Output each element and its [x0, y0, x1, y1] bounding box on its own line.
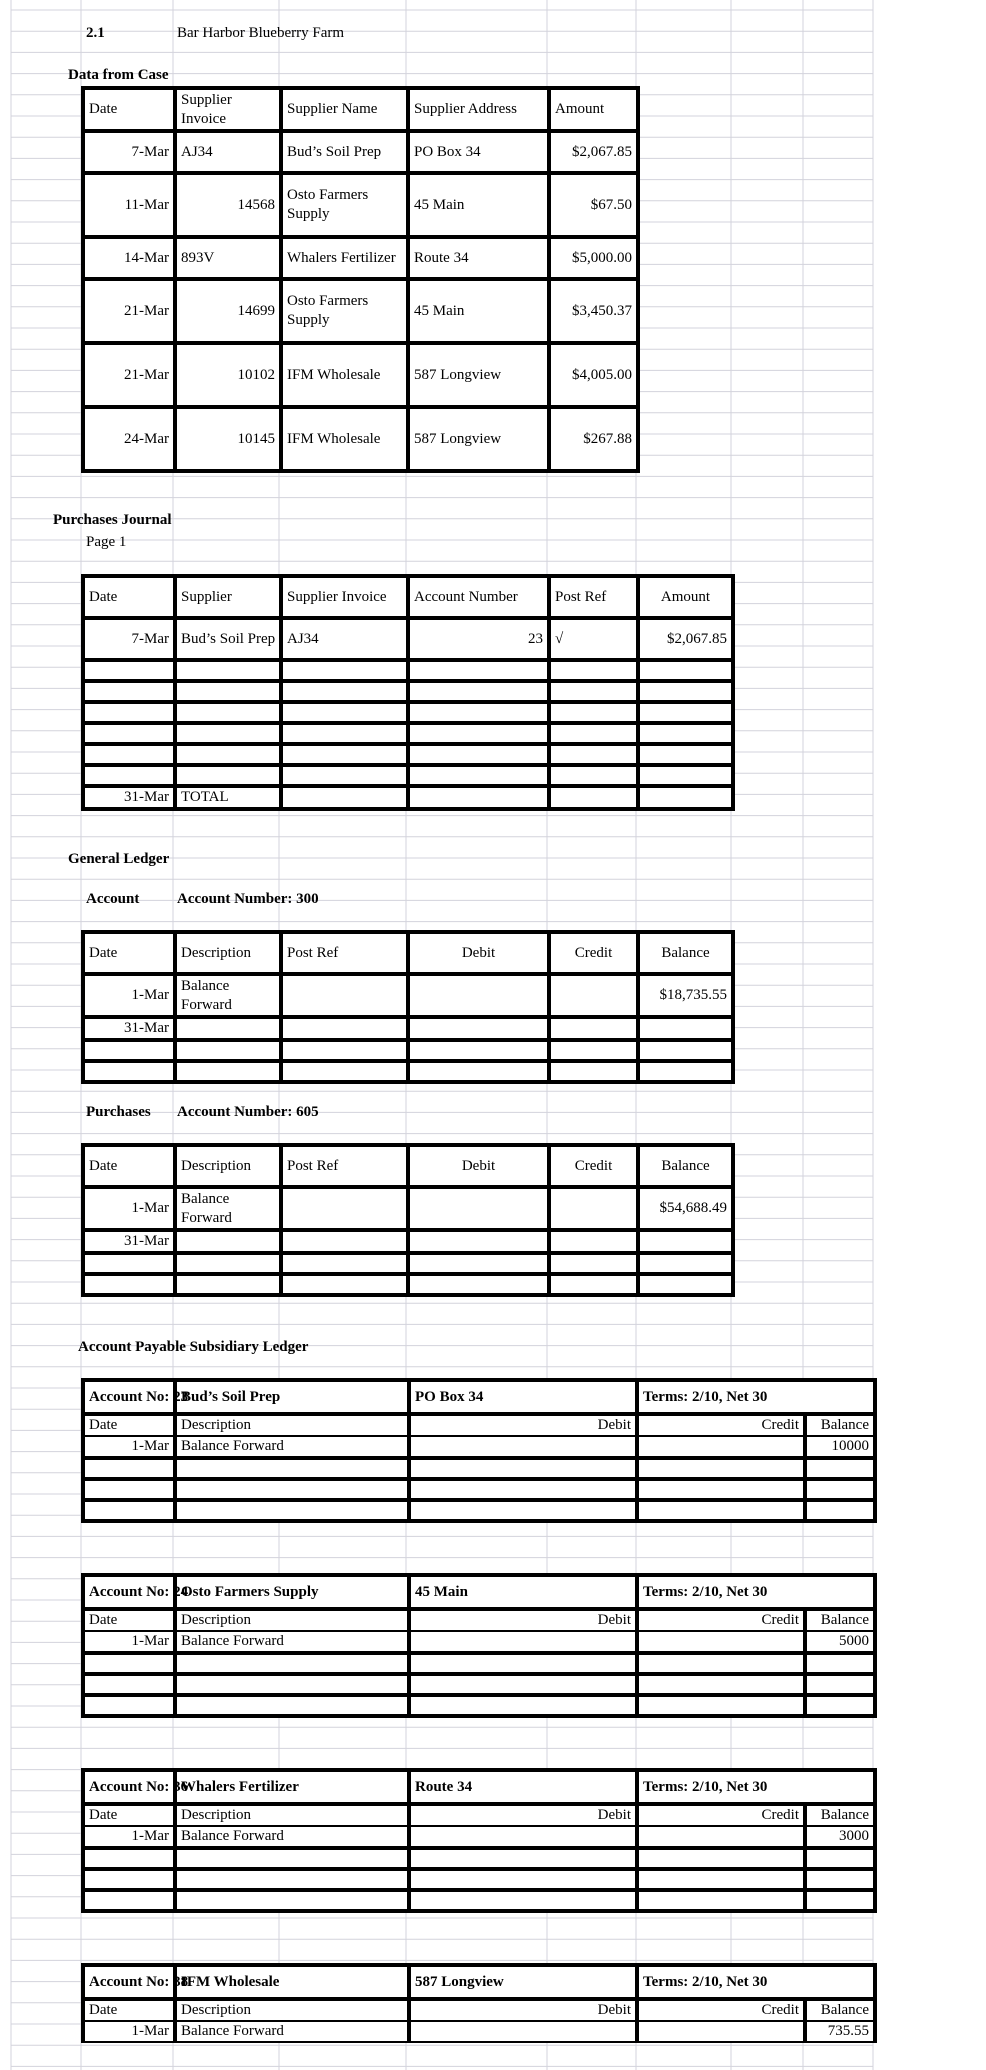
supplier-cell: Bud’s Soil Prep	[175, 618, 281, 660]
column-header: Debit	[409, 1414, 637, 1436]
date-cell: 14-Mar	[83, 237, 175, 279]
account-number-cell: 23	[408, 618, 549, 660]
invoice-cell: 10102	[175, 343, 281, 407]
ap-supplier-name: Whalers Fertilizer	[175, 1770, 409, 1804]
debit-cell	[408, 974, 549, 1017]
total-row	[83, 786, 733, 809]
column-header: Amount	[549, 88, 638, 131]
date-cell: 7-Mar	[83, 618, 175, 660]
column-header: Supplier Invoice	[175, 88, 281, 131]
amount-cell: $267.88	[549, 407, 638, 471]
ap-supplier-name: Osto Farmers Supply	[175, 1575, 409, 1609]
date-cell: 1-Mar	[83, 1631, 175, 1653]
post-ref-cell	[281, 1187, 408, 1230]
ap-terms: Terms: 2/10, Net 30	[637, 1770, 875, 1804]
debit-cell	[408, 1187, 549, 1230]
table-row	[83, 744, 733, 765]
balance-cell: $18,735.55	[638, 974, 733, 1017]
column-header: Supplier Name	[281, 88, 408, 131]
description-cell: Balance Forward	[175, 1187, 281, 1230]
column-header: Supplier	[175, 576, 281, 618]
ap-header-row	[83, 1999, 875, 2021]
column-header: Description	[175, 932, 281, 974]
invoice-cell: 14699	[175, 279, 281, 343]
table-row	[83, 702, 733, 723]
description-cell: Balance Forward	[175, 974, 281, 1017]
column-header: Balance	[805, 1609, 875, 1631]
column-header: Debit	[409, 1804, 637, 1826]
column-header: Credit	[549, 1145, 638, 1187]
column-header: Credit	[637, 1804, 805, 1826]
column-header: Supplier Address	[408, 88, 549, 131]
table-row	[83, 765, 733, 786]
debit-cell	[409, 1826, 637, 1848]
amount-cell: $4,005.00	[549, 343, 638, 407]
invoice-cell: 893V	[175, 237, 281, 279]
gl-header-row	[83, 932, 733, 974]
credit-cell	[637, 1826, 805, 1848]
ap-terms: Terms: 2/10, Net 30	[637, 1575, 875, 1609]
ap-header-row	[83, 1804, 875, 1826]
invoice-cell: AJ34	[175, 131, 281, 173]
table-row	[83, 1017, 733, 1040]
case-data-heading: Data from Case	[68, 67, 169, 83]
column-header: Account Number	[408, 576, 549, 618]
column-header: Description	[175, 1999, 409, 2021]
column-header: Description	[175, 1145, 281, 1187]
table-row	[83, 1674, 875, 1695]
table-row	[83, 2021, 875, 2042]
ap-account-number: Account No: 24	[83, 1575, 175, 1609]
amount-cell: $3,450.37	[549, 279, 638, 343]
case-header-row	[83, 88, 638, 131]
debit-cell	[409, 1631, 637, 1653]
table-row	[83, 723, 733, 744]
table-row	[83, 681, 733, 702]
column-header: Date	[83, 1609, 175, 1631]
column-header: Description	[175, 1609, 409, 1631]
ap-account-title-row	[83, 1965, 875, 1999]
address-cell: 45 Main	[408, 173, 549, 237]
column-header: Date	[83, 1804, 175, 1826]
gl-account-name: Purchases	[86, 1104, 151, 1120]
case-data-table	[81, 86, 640, 473]
column-header: Description	[175, 1804, 409, 1826]
table-row	[83, 131, 638, 173]
gl-account-605-table	[81, 1143, 735, 1297]
gl-account-name: Account	[86, 891, 140, 907]
date-cell: 1-Mar	[83, 1826, 175, 1848]
column-header: Credit	[637, 1999, 805, 2021]
table-row	[83, 1436, 875, 1458]
supplier-cell: Bud’s Soil Prep	[281, 131, 408, 173]
address-cell: Route 34	[408, 237, 549, 279]
table-row	[83, 1653, 875, 1674]
column-header: Balance	[805, 1999, 875, 2021]
column-header: Post Ref	[549, 576, 638, 618]
ap-supplier-address: 587 Longview	[409, 1965, 637, 1999]
purchases-journal-table	[81, 574, 735, 811]
table-row	[83, 1890, 875, 1911]
balance-cell: 10000	[805, 1436, 875, 1458]
ap-account-number: Account No: 38	[83, 1965, 175, 1999]
column-header: Supplier Invoice	[281, 576, 408, 618]
ap-account-table	[81, 1573, 877, 1718]
supplier-cell: Osto Farmers Supply	[281, 279, 408, 343]
gl-account-300-table	[81, 930, 735, 1084]
date-cell: 31-Mar	[83, 786, 175, 809]
column-header: Date	[83, 1145, 175, 1187]
table-row	[83, 974, 733, 1017]
ap-account-title-row	[83, 1770, 875, 1804]
credit-cell	[637, 2021, 805, 2042]
post-ref-cell: √	[549, 618, 638, 660]
total-label: TOTAL	[175, 786, 281, 809]
table-row	[83, 1253, 733, 1274]
ap-supplier-address: Route 34	[409, 1770, 637, 1804]
column-header: Date	[83, 576, 175, 618]
column-header: Debit	[409, 1609, 637, 1631]
column-header: Credit	[549, 932, 638, 974]
table-row	[83, 1869, 875, 1890]
credit-cell	[549, 1187, 638, 1230]
table-row	[83, 407, 638, 471]
table-row	[83, 660, 733, 681]
description-cell: Balance Forward	[175, 1436, 409, 1458]
supplier-cell: IFM Wholesale	[281, 343, 408, 407]
credit-cell	[637, 1436, 805, 1458]
debit-cell	[409, 2021, 637, 2042]
ap-account-title-row	[83, 1380, 875, 1414]
table-row	[83, 1695, 875, 1716]
column-header: Debit	[408, 932, 549, 974]
table-row	[83, 1848, 875, 1869]
column-header: Balance	[805, 1414, 875, 1436]
date-cell: 11-Mar	[83, 173, 175, 237]
table-row	[83, 1458, 875, 1479]
table-row	[83, 1040, 733, 1061]
column-header: Debit	[409, 1999, 637, 2021]
date-cell: 31-Mar	[83, 1230, 175, 1253]
ap-header-row	[83, 1414, 875, 1436]
ap-account-number: Account No: 36	[83, 1770, 175, 1804]
section-number: 2.1	[86, 25, 105, 41]
ap-supplier-address: PO Box 34	[409, 1380, 637, 1414]
table-row	[83, 279, 638, 343]
column-header: Post Ref	[281, 1145, 408, 1187]
column-header: Description	[175, 1414, 409, 1436]
ap-terms: Terms: 2/10, Net 30	[637, 1380, 875, 1414]
table-row	[83, 173, 638, 237]
column-header: Credit	[637, 1609, 805, 1631]
ap-account-table	[81, 1963, 877, 2043]
column-header: Amount	[638, 576, 733, 618]
journal-page-number: Page 1	[86, 534, 127, 550]
table-row	[83, 1500, 875, 1521]
column-header: Date	[83, 1414, 175, 1436]
ap-terms: Terms: 2/10, Net 30	[637, 1965, 875, 1999]
column-header: Date	[83, 932, 175, 974]
date-cell: 31-Mar	[83, 1017, 175, 1040]
table-row	[83, 1631, 875, 1653]
ap-account-title-row	[83, 1575, 875, 1609]
date-cell: 21-Mar	[83, 279, 175, 343]
ap-account-number: Account No: 23	[83, 1380, 175, 1414]
amount-cell: $2,067.85	[638, 618, 733, 660]
invoice-cell: 10145	[175, 407, 281, 471]
gl-account-number: Account Number: 300	[177, 891, 319, 907]
invoice-cell: 14568	[175, 173, 281, 237]
column-header: Credit	[637, 1414, 805, 1436]
debit-cell	[409, 1436, 637, 1458]
date-cell: 7-Mar	[83, 131, 175, 173]
journal-header-row	[83, 576, 733, 618]
date-cell: 24-Mar	[83, 407, 175, 471]
table-row	[83, 343, 638, 407]
ap-supplier-name: Bud’s Soil Prep	[175, 1380, 409, 1414]
column-header: Balance	[805, 1804, 875, 1826]
ap-account-table	[81, 1768, 877, 1913]
column-header: Date	[83, 1999, 175, 2021]
table-row	[83, 1479, 875, 1500]
general-ledger-heading: General Ledger	[68, 851, 170, 867]
gl-header-row	[83, 1145, 733, 1187]
gl-account-number: Account Number: 605	[177, 1104, 319, 1120]
post-ref-cell	[281, 974, 408, 1017]
ap-supplier-address: 45 Main	[409, 1575, 637, 1609]
column-header: Date	[83, 88, 175, 131]
date-cell: 1-Mar	[83, 2021, 175, 2042]
address-cell: 587 Longview	[408, 407, 549, 471]
purchases-journal-heading: Purchases Journal	[53, 512, 172, 528]
invoice-cell: AJ34	[281, 618, 408, 660]
table-row	[83, 1274, 733, 1295]
date-cell: 1-Mar	[83, 1436, 175, 1458]
column-header: Post Ref	[281, 932, 408, 974]
description-cell: Balance Forward	[175, 1631, 409, 1653]
ap-header-row	[83, 1609, 875, 1631]
ap-account-table	[81, 1378, 877, 1523]
credit-cell	[637, 1631, 805, 1653]
amount-cell: $2,067.85	[549, 131, 638, 173]
ap-ledger-heading: Account Payable Subsidiary Ledger	[78, 1339, 309, 1355]
date-cell: 1-Mar	[83, 1187, 175, 1230]
table-row	[83, 1187, 733, 1230]
farm-title: Bar Harbor Blueberry Farm	[177, 25, 345, 41]
table-row	[83, 237, 638, 279]
table-row	[83, 1061, 733, 1082]
description-cell: Balance Forward	[175, 2021, 409, 2042]
table-row	[83, 1826, 875, 1848]
balance-cell: 3000	[805, 1826, 875, 1848]
balance-cell: $54,688.49	[638, 1187, 733, 1230]
supplier-cell: Whalers Fertilizer	[281, 237, 408, 279]
column-header: Balance	[638, 1145, 733, 1187]
address-cell: 587 Longview	[408, 343, 549, 407]
column-header: Debit	[408, 1145, 549, 1187]
ap-supplier-name: IFM Wholesale	[175, 1965, 409, 1999]
supplier-cell: Osto Farmers Supply	[281, 173, 408, 237]
amount-cell: $67.50	[549, 173, 638, 237]
column-header: Balance	[638, 932, 733, 974]
supplier-cell: IFM Wholesale	[281, 407, 408, 471]
description-cell: Balance Forward	[175, 1826, 409, 1848]
address-cell: PO Box 34	[408, 131, 549, 173]
address-cell: 45 Main	[408, 279, 549, 343]
amount-cell: $5,000.00	[549, 237, 638, 279]
table-row	[83, 618, 733, 660]
date-cell: 1-Mar	[83, 974, 175, 1017]
table-row	[83, 1230, 733, 1253]
date-cell: 21-Mar	[83, 343, 175, 407]
balance-cell: 5000	[805, 1631, 875, 1653]
credit-cell	[549, 974, 638, 1017]
balance-cell: 735.55	[805, 2021, 875, 2042]
